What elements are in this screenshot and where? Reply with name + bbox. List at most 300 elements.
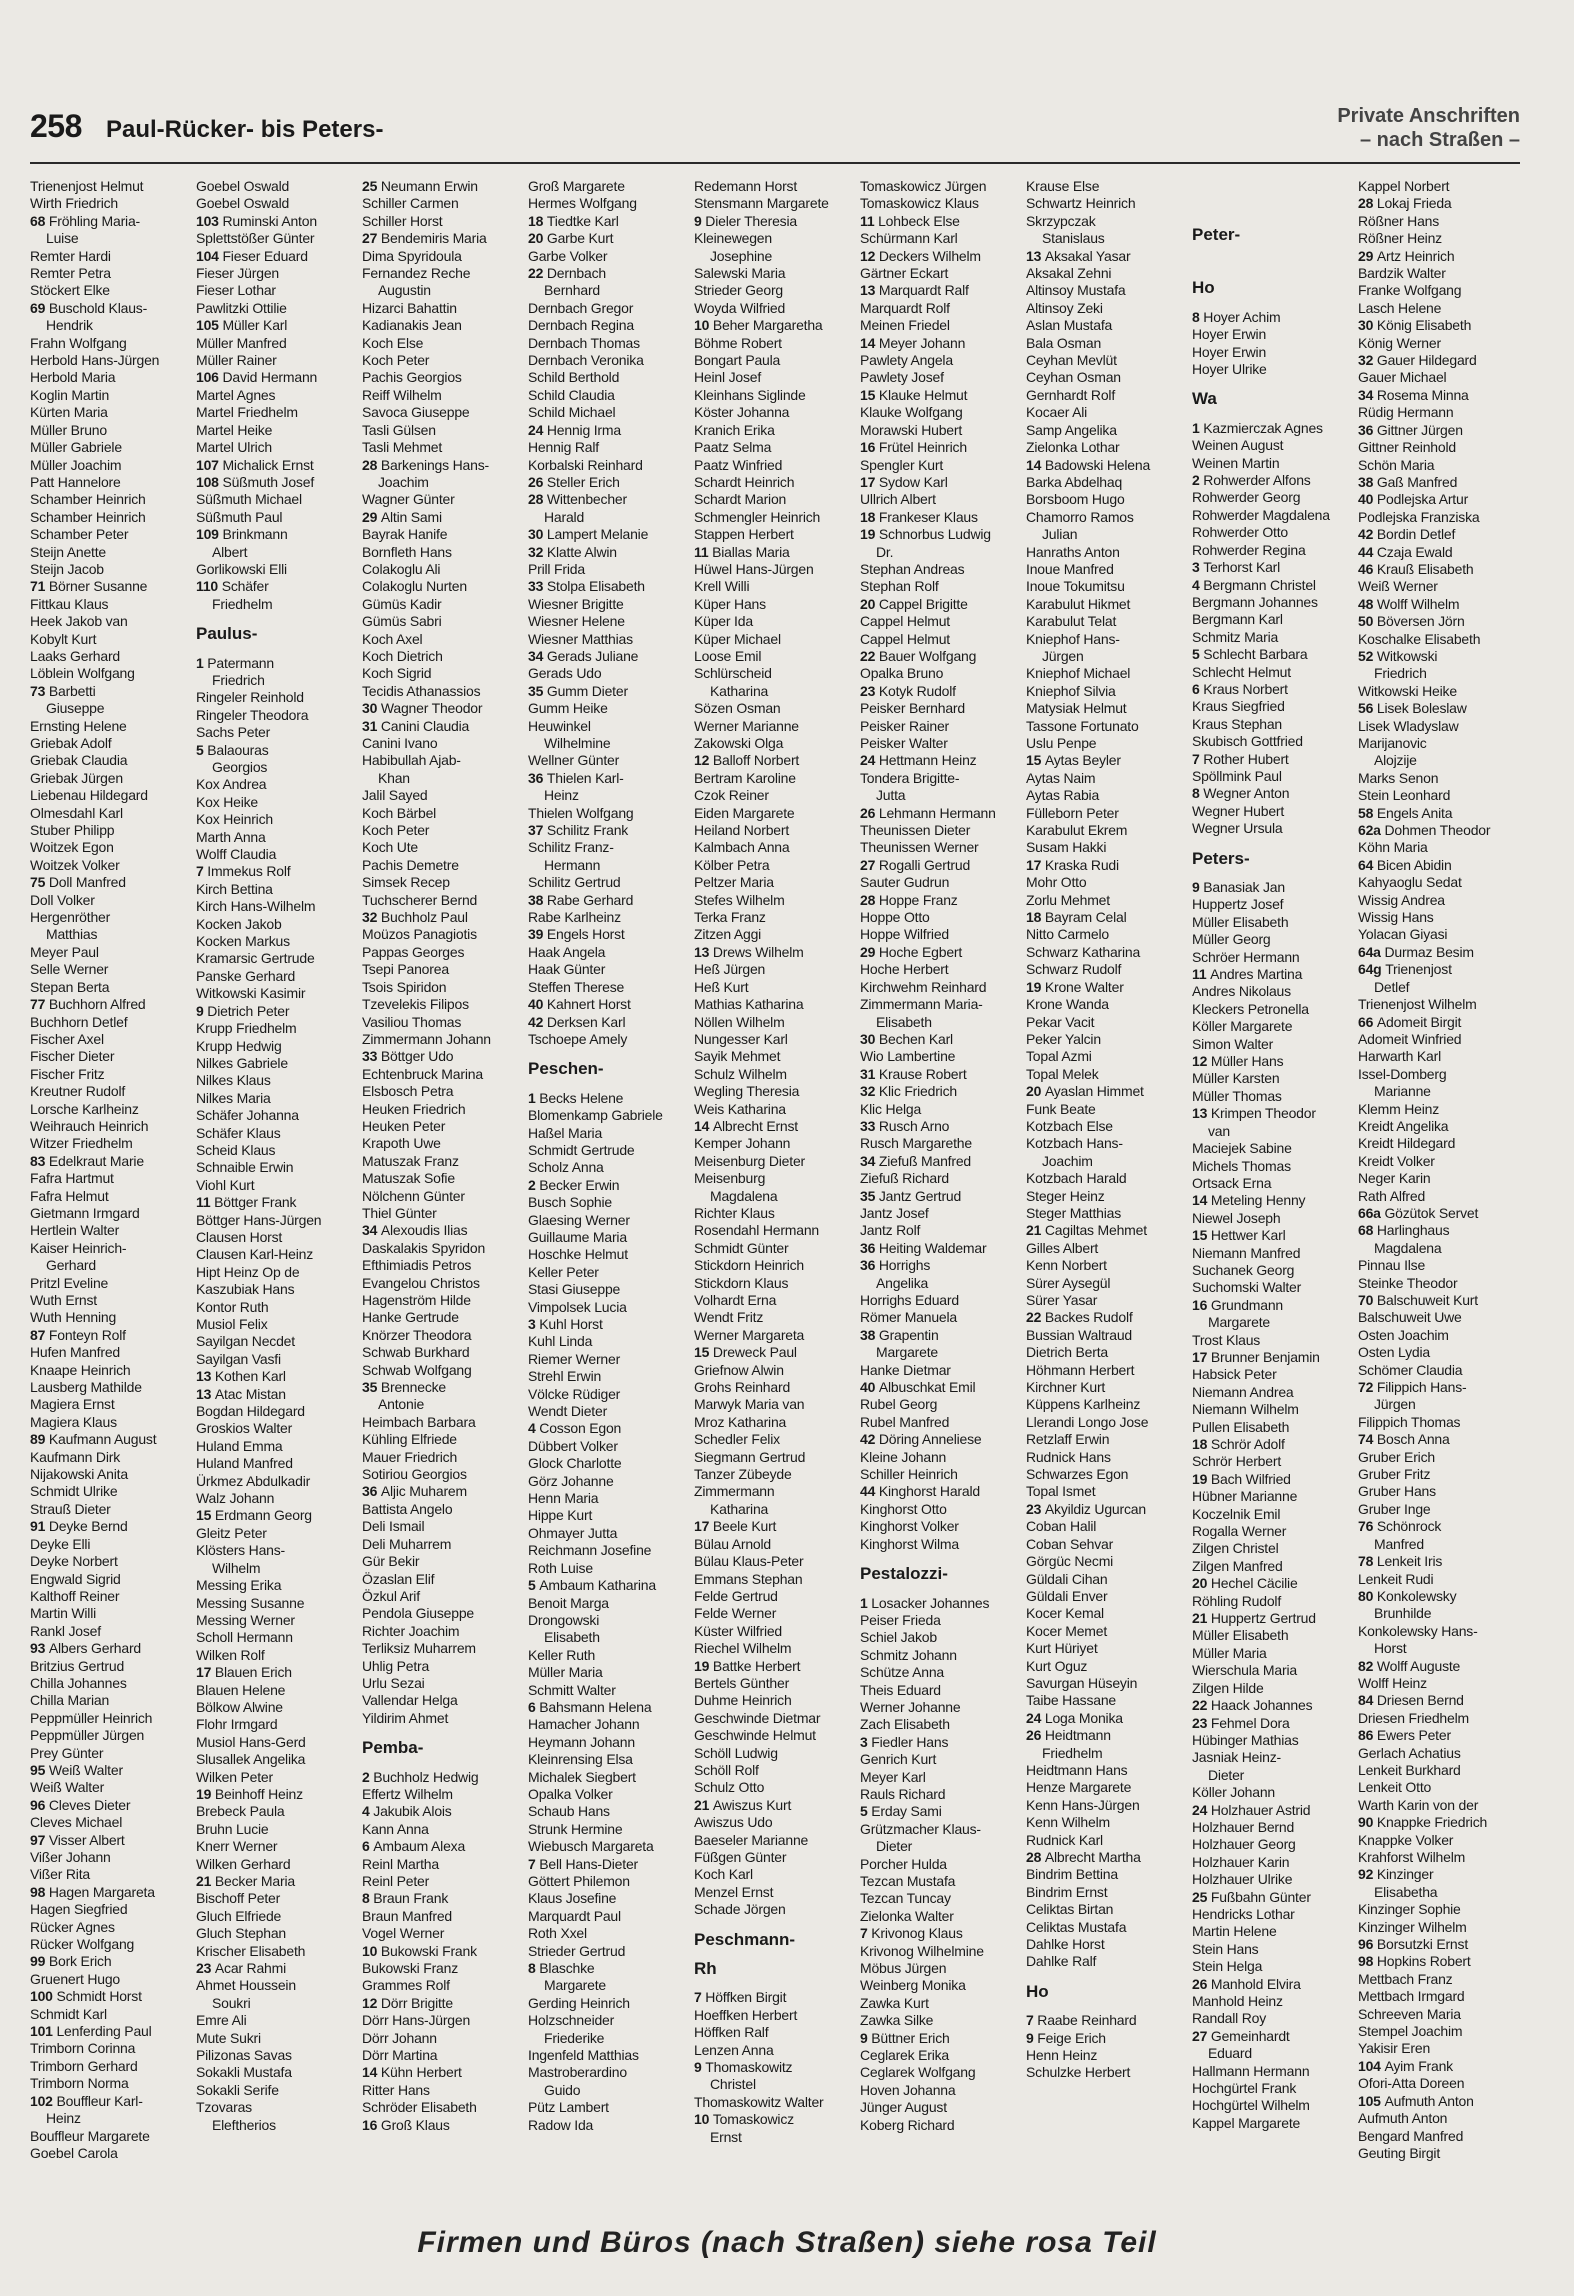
resident-entry: Matuszak Franz: [362, 1152, 459, 1169]
entry-continuation: Manfred: [1374, 1535, 1424, 1552]
resident-entry: Chilla Marian: [30, 1692, 110, 1709]
resident-entry: Kirch Hans-Wilhelm: [196, 898, 316, 915]
resident-entry: Fieser Jürgen: [196, 265, 279, 282]
resident-entry: Zawka Silke: [860, 2012, 934, 2029]
resident-entry: Wuth Ernst: [30, 1292, 97, 1308]
resident-entry: Heuken Peter: [362, 1117, 446, 1134]
resident-entry: Kraus Siegfried: [1192, 698, 1285, 715]
house-number: 101: [30, 2023, 57, 2040]
resident-entry: Evangelou Christos: [362, 1274, 480, 1291]
house-number: 72: [1358, 1379, 1377, 1396]
resident-entry: Dörr Johann: [362, 2029, 437, 2046]
resident-entry: Wiebusch Margareta: [528, 1838, 654, 1855]
resident-entry: Flohr Irmgard: [196, 1716, 278, 1733]
house-number: 13: [694, 943, 713, 960]
resident-entry: Wiesner Helene: [528, 613, 625, 630]
resident-entry: Weiß Werner: [1358, 578, 1438, 595]
resident-entry: Simon Walter: [1192, 1035, 1274, 1052]
resident-entry: Prey Günter: [30, 1744, 104, 1761]
resident-entry: 7 Krivonog Klaus: [860, 1925, 963, 1942]
resident-entry: Steger Heinz: [1026, 1187, 1105, 1204]
resident-entry: Gorlikowski Elli: [196, 560, 287, 577]
entry-continuation: Margarete: [876, 1344, 939, 1361]
resident-entry: Sürer Yasar: [1026, 1292, 1098, 1308]
house-number: 36: [860, 1239, 879, 1256]
resident-entry: Marwyk Maria van: [694, 1396, 805, 1413]
house-number: 87: [30, 1326, 49, 1343]
entry-continuation: Elisabeth: [876, 1013, 932, 1030]
resident-entry: Bala Osman: [1026, 334, 1102, 351]
resident-entry: Loose Emil: [694, 647, 762, 664]
house-number: 27: [1192, 2027, 1211, 2044]
resident-entry: Möbus Jürgen: [860, 1960, 947, 1977]
resident-entry: Tschoepe Amely: [528, 1030, 628, 1047]
house-number: 26: [1192, 1975, 1211, 1992]
resident-entry: Bergmann Johannes: [1192, 593, 1318, 610]
resident-entry: Dima Spyridoula: [362, 247, 462, 264]
resident-entry: Topal Azmi: [1026, 1048, 1092, 1065]
resident-entry: Pullen Elisabeth: [1192, 1418, 1290, 1435]
house-number: 20: [528, 230, 547, 247]
house-number: 98: [1358, 1953, 1377, 1970]
resident-entry: 20 Cappel Brigitte: [860, 595, 968, 612]
resident-entry: Hoschke Helmut: [528, 1246, 628, 1263]
resident-entry: Hoyer Erwin: [1192, 326, 1267, 343]
house-number: 28: [362, 456, 381, 473]
resident-entry: Scholl Hermann: [196, 1629, 293, 1646]
resident-entry: Nitto Carmelo: [1026, 926, 1109, 943]
resident-entry: Wilken Rolf: [196, 1646, 265, 1663]
resident-entry: Warth Karin von der: [1358, 1796, 1479, 1813]
resident-entry: 48 Wolff Wilhelm: [1358, 595, 1460, 612]
house-number: 64g: [1358, 961, 1386, 978]
resident-entry: Vogel Werner: [362, 1925, 445, 1942]
house-number: 19: [196, 1785, 215, 1802]
house-number: 34: [362, 1222, 381, 1239]
entry-continuation: Bernhard: [544, 282, 600, 299]
house-number: 22: [1192, 1697, 1211, 1714]
resident-entry: Stepan Berta: [30, 978, 110, 995]
resident-entry: 24 Loga Monika: [1026, 1709, 1123, 1726]
resident-entry: Inoue Manfred: [1026, 560, 1114, 577]
resident-entry: Kraus Stephan: [1192, 715, 1283, 732]
resident-entry: Glock Charlotte: [528, 1455, 622, 1472]
resident-entry: Pawlety Angela: [860, 352, 953, 369]
resident-entry: 22 Backes Rudolf: [1026, 1309, 1133, 1326]
resident-entry: Kinzinger Sophie: [1358, 1901, 1461, 1918]
entry-continuation: Margarete: [544, 1977, 607, 1994]
resident-entry: Sayilgan Necdet: [196, 1333, 295, 1350]
resident-entry: Krapoth Uwe: [362, 1135, 441, 1152]
house-number: 78: [1358, 1553, 1377, 1570]
resident-entry: Lisek Wladyslaw: [1358, 717, 1459, 734]
resident-entry: Röhling Rudolf: [1192, 1592, 1282, 1609]
resident-entry: Özaslan Elif: [362, 1570, 435, 1587]
resident-entry: 15 Klauke Helmut: [860, 386, 968, 403]
resident-entry: 14 Badowski Helena: [1026, 456, 1151, 473]
resident-entry: 27 Gemeinhardt: [1192, 2027, 1290, 2044]
directory-column: [362, 178, 522, 2188]
house-number: 58: [1358, 804, 1377, 821]
resident-entry: 6 Kraus Norbert: [1192, 680, 1288, 697]
resident-entry: Sayik Mehmet: [694, 1048, 781, 1065]
resident-entry: Griefnow Alwin: [694, 1361, 784, 1378]
resident-entry: 20 Garbe Kurt: [528, 230, 614, 247]
directory-column: [1358, 178, 1518, 2188]
resident-entry: Tassone Fortunato: [1026, 717, 1139, 734]
resident-entry: Hallmann Hermann: [1192, 2062, 1310, 2079]
resident-entry: Filippich Thomas: [1358, 1413, 1461, 1430]
street-heading: Wa: [1192, 389, 1217, 409]
resident-entry: Colakoglu Ali: [362, 560, 441, 577]
resident-entry: Goebel Oswald: [196, 195, 290, 212]
house-number: 13: [196, 1385, 215, 1402]
house-number: 23: [1192, 1714, 1211, 1731]
resident-entry: Schilitz Franz-: [528, 839, 614, 856]
resident-entry: Keller Ruth: [528, 1646, 596, 1663]
resident-entry: Trienenjost Helmut: [30, 178, 144, 194]
resident-entry: Knörzer Theodora: [362, 1326, 472, 1343]
resident-entry: Engwald Sigrid: [30, 1570, 121, 1587]
entry-continuation: Margarete: [1208, 1314, 1271, 1331]
resident-entry: Pinnau Ilse: [1358, 1257, 1426, 1274]
entry-continuation: Magdalena: [710, 1187, 778, 1204]
resident-entry: Kalthoff Reiner: [30, 1587, 120, 1604]
resident-entry: Tecidis Athanassios: [362, 682, 481, 699]
resident-entry: Schön Maria: [1358, 456, 1435, 473]
resident-entry: Schild Claudia: [528, 386, 615, 403]
resident-entry: Völcke Rüdiger: [528, 1385, 621, 1402]
house-number: 6: [528, 1698, 540, 1715]
entry-continuation: Wilhelmine: [544, 735, 611, 751]
resident-entry: Tasli Mehmet: [362, 439, 443, 456]
directory-column: [694, 178, 854, 2188]
house-number: 26: [860, 804, 879, 821]
resident-entry: Bouffleur Margarete: [30, 2127, 150, 2144]
resident-entry: Llerandi Longo Jose: [1026, 1413, 1149, 1430]
resident-entry: 33 Rusch Arno: [860, 1117, 950, 1134]
resident-entry: Kniephof Silvia: [1026, 682, 1116, 699]
house-number: 9: [860, 2029, 872, 2046]
resident-entry: 37 Schilitz Frank: [528, 822, 629, 839]
resident-entry: Müller Rainer: [196, 352, 277, 369]
resident-entry: 87 Fonteyn Rolf: [30, 1326, 126, 1343]
resident-entry: 64 Bicen Abidin: [1358, 856, 1452, 873]
resident-entry: 76 Schönrock: [1358, 1518, 1442, 1535]
resident-entry: Awiszus Udo: [694, 1814, 773, 1831]
house-number: 73: [30, 682, 49, 699]
resident-entry: Magiera Klaus: [30, 1413, 117, 1430]
resident-entry: 1 Becks Helene: [528, 1089, 624, 1106]
house-number: 40: [1358, 491, 1377, 508]
resident-entry: Samp Angelika: [1026, 421, 1117, 438]
resident-entry: Niemann Andrea: [1192, 1383, 1294, 1400]
resident-entry: Canini Ivano: [362, 735, 438, 751]
resident-entry: Steijn Anette: [30, 543, 107, 560]
resident-entry: Schwarzes Egon: [1026, 1466, 1129, 1483]
resident-entry: Reinl Peter: [362, 1873, 430, 1889]
resident-entry: 101 Lenferding Paul: [30, 2023, 152, 2040]
spacer: [1192, 255, 1352, 267]
resident-entry: 22 Bauer Wolfgang: [860, 647, 977, 664]
resident-entry: 14 Meteling Henny: [1192, 1192, 1306, 1209]
resident-entry: 105 Aufmuth Anton: [1358, 2092, 1474, 2109]
house-number: 44: [860, 1483, 879, 1500]
house-number: 5: [196, 741, 208, 758]
resident-entry: Lenkeit Rudi: [1358, 1570, 1434, 1587]
resident-entry: Musiol Felix: [196, 1316, 268, 1332]
resident-entry: Nilkes Gabriele: [196, 1054, 288, 1071]
resident-entry: Schwarz Katharina: [1026, 943, 1141, 960]
house-number: 27: [362, 230, 381, 247]
house-number: 9: [694, 212, 706, 229]
house-number: 33: [362, 1048, 381, 1065]
resident-entry: 95 Weiß Walter: [30, 1761, 123, 1778]
resident-entry: Herbold Maria: [30, 369, 116, 386]
house-number: 31: [362, 717, 381, 734]
house-number: 38: [860, 1326, 879, 1343]
resident-entry: Schwartz Heinrich: [1026, 195, 1136, 212]
house-number: 34: [528, 647, 547, 664]
resident-entry: Wio Lambertine: [860, 1048, 956, 1065]
resident-entry: Cleves Michael: [30, 1814, 123, 1831]
resident-entry: 98 Hagen Margareta: [30, 1883, 155, 1900]
resident-entry: Tzovaras: [196, 2099, 252, 2116]
resident-entry: 78 Lenkeit Iris: [1358, 1553, 1443, 1570]
house-number: 74: [1358, 1431, 1377, 1448]
resident-entry: Schardt Marion: [694, 491, 787, 508]
resident-entry: Splettstößer Günter: [196, 230, 315, 247]
house-number: 32: [1358, 352, 1377, 369]
resident-entry: Köhn Maria: [1358, 839, 1428, 856]
resident-entry: Sayilgan Vasfi: [196, 1350, 281, 1367]
resident-entry: Cappel Helmut: [860, 613, 950, 630]
resident-entry: Richter Klaus: [694, 1204, 775, 1221]
resident-entry: Coban Sehvar: [1026, 1535, 1114, 1552]
house-number: 20: [860, 595, 879, 612]
resident-entry: Aufmuth Anton: [1358, 2110, 1448, 2127]
resident-entry: 64g Trienenjost: [1358, 961, 1452, 978]
resident-entry: Kocken Jakob: [196, 915, 282, 932]
house-number: 29: [860, 943, 879, 960]
resident-entry: Bayrak Hanife: [362, 526, 448, 543]
resident-entry: Gerads Udo: [528, 665, 602, 682]
resident-entry: Gärtner Eckart: [860, 265, 949, 282]
resident-entry: Görz Johanne: [528, 1472, 614, 1489]
house-number: 109: [196, 526, 223, 543]
resident-entry: Nöllen Wilhelm: [694, 1013, 785, 1030]
directory-column: [30, 178, 190, 2188]
resident-entry: 16 Grundmann: [1192, 1296, 1284, 1313]
resident-entry: Vißer Rita: [30, 1866, 90, 1883]
resident-entry: Stephan Andreas: [860, 560, 965, 577]
resident-entry: Wilken Peter: [196, 1768, 273, 1785]
entry-continuation: Magdalena: [1374, 1239, 1442, 1256]
resident-entry: Hanraths Anton: [1026, 543, 1120, 560]
resident-entry: Goebel Carola: [30, 2144, 118, 2161]
resident-entry: Zielonka Walter: [860, 1907, 954, 1924]
resident-entry: Kirch Bettina: [196, 880, 273, 897]
house-number: 8: [528, 1960, 540, 1977]
house-number: 7: [694, 1989, 706, 2006]
resident-entry: 97 Visser Albert: [30, 1831, 125, 1848]
resident-entry: Ringeler Theodora: [196, 706, 309, 723]
house-number: 3: [528, 1316, 540, 1332]
entry-continuation: Alojzije: [1374, 752, 1417, 769]
resident-entry: Schild Michael: [528, 404, 616, 421]
directory-column: [860, 178, 1020, 2188]
resident-entry: Schardt Heinrich: [694, 473, 795, 490]
resident-entry: Randall Roy: [1192, 2010, 1267, 2027]
house-number: 23: [196, 1960, 215, 1977]
house-number: 19: [860, 526, 879, 543]
resident-entry: Strauß Dieter: [30, 1500, 111, 1517]
resident-entry: Kann Anna: [362, 1820, 429, 1837]
resident-entry: 15 Hettwer Karl: [1192, 1227, 1286, 1244]
house-number: 75: [30, 874, 49, 891]
house-number: 18: [860, 508, 879, 525]
resident-entry: Zakowski Olga: [694, 735, 784, 751]
resident-entry: Gerlach Achatius: [1358, 1744, 1461, 1761]
resident-entry: Wirth Friedrich: [30, 195, 119, 212]
entry-continuation: Dr.: [876, 543, 894, 560]
resident-entry: Thomaskowitz Walter: [694, 2093, 824, 2110]
resident-entry: Niewel Joseph: [1192, 1209, 1281, 1226]
resident-entry: Theis Eduard: [860, 1681, 941, 1698]
resident-entry: Schild Berthold: [528, 369, 620, 386]
house-number: 27: [860, 856, 879, 873]
house-number: 38: [1358, 473, 1377, 490]
resident-entry: Hamacher Johann: [528, 1716, 640, 1733]
resident-entry: Messing Susanne: [196, 1594, 305, 1611]
resident-entry: Schedler Felix: [694, 1431, 780, 1448]
house-number: 18: [528, 212, 547, 229]
house-number: 4: [362, 1803, 374, 1820]
resident-entry: Stickdorn Klaus: [694, 1274, 789, 1291]
resident-entry: 10 Beher Margaretha: [694, 317, 823, 334]
resident-entry: 15 Erdmann Georg: [196, 1507, 312, 1524]
spacer: [1192, 190, 1352, 202]
resident-entry: Kobylt Kurt: [30, 630, 97, 647]
resident-entry: Peisker Walter: [860, 735, 948, 751]
resident-entry: Reichmann Josefine: [528, 1542, 652, 1559]
resident-entry: Redemann Horst: [694, 178, 798, 194]
resident-entry: Savoca Giuseppe: [362, 404, 470, 421]
resident-entry: Heidtmann Hans: [1026, 1761, 1128, 1778]
resident-entry: Hochgürtel Frank: [1192, 2080, 1297, 2097]
resident-entry: Pappas Georges: [362, 943, 465, 960]
house-number: 17: [196, 1664, 215, 1681]
house-number: 21: [196, 1873, 215, 1889]
house-number: 3: [860, 1733, 872, 1750]
house-number: 16: [362, 2116, 381, 2133]
resident-entry: Klic Helga: [860, 1100, 922, 1117]
house-number: 66: [1358, 1013, 1377, 1030]
resident-entry: Gauer Michael: [1358, 369, 1447, 386]
resident-entry: Schmidt Günter: [694, 1239, 789, 1256]
resident-entry: Heß Jürgen: [694, 961, 766, 978]
house-number: 6: [1192, 680, 1204, 697]
resident-entry: Fischer Axel: [30, 1030, 104, 1047]
resident-entry: Gumm Heike: [528, 700, 608, 717]
resident-entry: 2 Buchholz Hedwig: [362, 1768, 479, 1785]
resident-entry: Deli Ismail: [362, 1518, 425, 1535]
resident-entry: 21 Becker Maria: [196, 1873, 295, 1889]
resident-entry: Opalka Volker: [528, 1785, 613, 1802]
resident-entry: Stein Helga: [1192, 1958, 1263, 1975]
house-number: 33: [860, 1117, 879, 1134]
resident-entry: Holzschneider: [528, 2012, 615, 2029]
house-number: 17: [1026, 856, 1045, 873]
resident-entry: 62a Dohmen Theodor: [1358, 822, 1491, 839]
resident-entry: Keller Peter: [528, 1263, 599, 1280]
house-number: 13: [1192, 1105, 1211, 1122]
resident-entry: Kotzbach Else: [1026, 1117, 1113, 1134]
resident-entry: 16 Groß Klaus: [362, 2116, 450, 2133]
resident-entry: Niemann Manfred: [1192, 1244, 1301, 1261]
resident-entry: Ohmayer Jutta: [528, 1524, 618, 1541]
resident-entry: Peppmüller Heinrich: [30, 1709, 153, 1726]
house-number: 40: [528, 996, 547, 1013]
resident-entry: 22 Haack Johannes: [1192, 1697, 1313, 1714]
house-number: 7: [1026, 2012, 1038, 2029]
footer-note: Firmen und Büros (nach Straßen) siehe rosa Teil: [417, 2226, 1157, 2259]
resident-entry: Gümüs Sabri: [362, 613, 442, 630]
resident-entry: Rath Alfred: [1358, 1187, 1426, 1204]
resident-entry: Emmans Stephan: [694, 1570, 803, 1587]
resident-entry: Hendricks Lothar: [1192, 1905, 1295, 1922]
house-number: 14: [1026, 456, 1045, 473]
entry-continuation: Albert: [212, 543, 248, 560]
house-number: 64a: [1358, 943, 1385, 960]
resident-entry: 27 Bendemiris Maria: [362, 230, 487, 247]
resident-entry: Schulz Otto: [694, 1779, 765, 1796]
resident-entry: Witkowski Heike: [1358, 682, 1457, 699]
resident-entry: Krupp Friedhelm: [196, 1020, 297, 1037]
resident-entry: Blauen Helene: [196, 1681, 286, 1698]
resident-entry: Hizarci Bahattin: [362, 299, 457, 316]
resident-entry: 21 Awiszus Kurt: [694, 1796, 792, 1813]
resident-entry: 102 Bouffleur Karl-: [30, 2092, 143, 2109]
resident-entry: Urlu Sezai: [362, 1674, 425, 1691]
resident-entry: Martel Agnes: [196, 386, 276, 403]
house-number: 23: [1026, 1500, 1045, 1517]
house-number: 30: [362, 700, 381, 717]
resident-entry: Kleine Johann: [860, 1448, 947, 1465]
resident-entry: Schmitz Johann: [860, 1646, 957, 1663]
resident-entry: Baeseler Marianne: [694, 1831, 809, 1848]
resident-entry: 90 Knappke Friedrich: [1358, 1814, 1488, 1831]
resident-entry: Zach Elisabeth: [860, 1716, 950, 1733]
house-number: 6: [362, 1838, 374, 1855]
resident-entry: Kirchwehm Reinhard: [860, 978, 987, 995]
resident-entry: Cappel Helmut: [860, 630, 950, 647]
resident-entry: 5 Balaouras: [196, 741, 269, 758]
resident-entry: Schamber Heinrich: [30, 508, 146, 525]
house-number: 15: [196, 1507, 215, 1524]
house-number: 36: [528, 769, 547, 786]
resident-entry: Stephan Rolf: [860, 578, 939, 595]
house-number: 29: [362, 508, 381, 525]
resident-entry: Glaesing Werner: [528, 1211, 630, 1228]
house-number: 2: [362, 1768, 374, 1785]
resident-entry: 17 Brunner Benjamin: [1192, 1348, 1320, 1365]
resident-entry: Heuwinkel: [528, 717, 591, 734]
resident-entry: Schmidt Ulrike: [30, 1483, 118, 1500]
house-number: 106: [196, 369, 223, 386]
resident-entry: 4 Cosson Egon: [528, 1420, 622, 1437]
resident-entry: Coban Halil: [1026, 1518, 1097, 1535]
